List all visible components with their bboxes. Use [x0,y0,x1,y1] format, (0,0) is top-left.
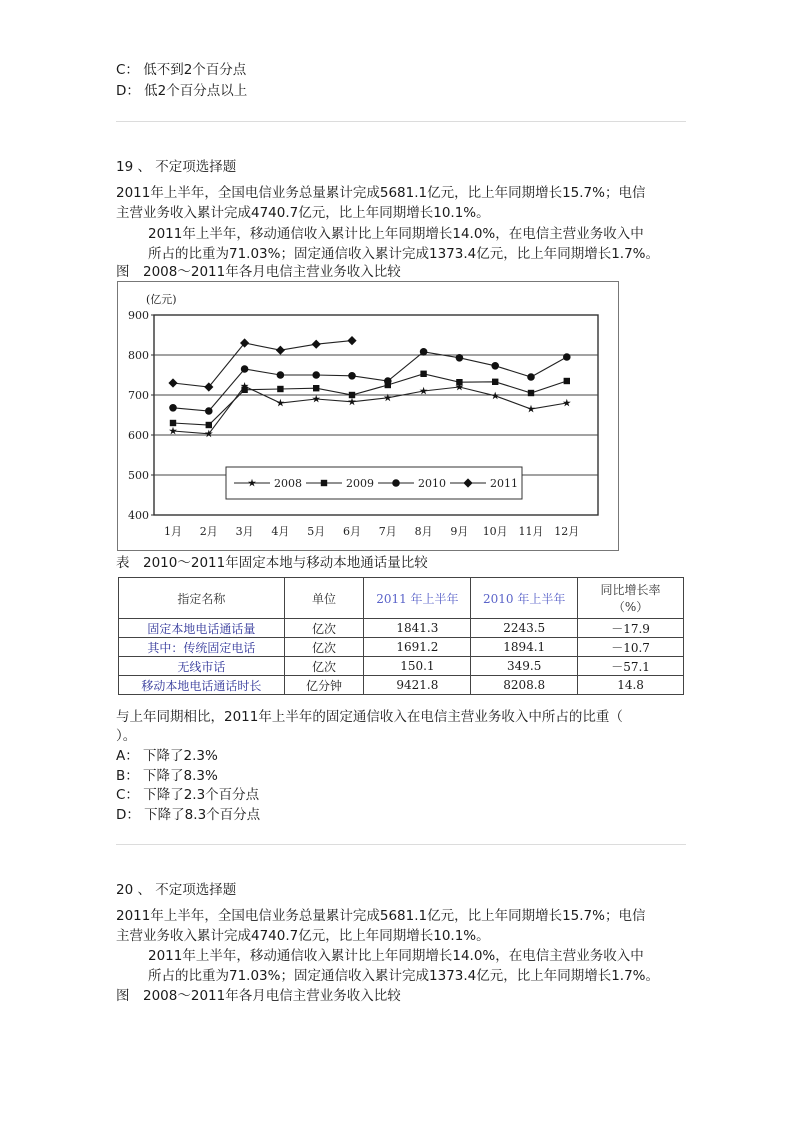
table-cell: 亿分钟 [284,676,364,695]
option-c[interactable]: C： 低不到2个百分点 [116,62,247,78]
series-line-2008 [173,386,567,434]
data-point-2010 [348,372,356,380]
table-cell: 其中：传统固定电话 [119,638,285,657]
table-cell: 1841.3 [364,619,471,638]
data-point-2010 [420,348,428,356]
question-text: ）。 [116,728,137,744]
table-cell: 1894.1 [471,638,578,657]
x-tick-label: 9月 [450,525,469,538]
header-cell: 单位 [284,578,364,619]
header-line: （%） [612,600,649,614]
table-cell: 亿次 [284,619,364,638]
data-point-2009 [313,385,319,391]
header-cell [578,578,684,619]
data-point-2009 [206,422,212,428]
table-cell: 移动本地电话通话时长 [119,676,285,695]
data-point-2010 [312,371,320,379]
data-point-2010 [169,404,177,412]
data-point-2009 [420,371,426,377]
x-tick-label: 12月 [554,525,580,538]
stem-paragraph: 主营业务收入累计完成4740.7亿元，比上年同期增长10.1%。 [116,928,490,944]
data-point-2009 [492,379,498,385]
header-line: 同比增长率 [600,583,661,597]
x-tick-label: 11月 [518,525,544,538]
data-point-2010 [277,371,285,379]
table-row [119,619,684,638]
y-tick-label: 600 [128,429,149,442]
x-tick-label: 6月 [343,525,361,538]
y-axis-label: (亿元) [146,293,177,306]
data-point-2009 [170,420,176,426]
divider [116,844,686,845]
table-cell: 349.5 [471,657,578,676]
data-point-2009 [349,392,355,398]
data-point-2008 [312,395,320,403]
y-tick-label: 400 [128,509,149,522]
y-tick-label: 700 [128,389,149,402]
x-tick-label: 4月 [271,525,290,538]
legend-marker-2009 [321,480,327,486]
data-point-2010 [241,365,249,373]
table-row [119,676,684,695]
table-cell: 14.8 [578,676,684,695]
option-d[interactable]: D： 下降了8.3个百分点 [116,807,261,823]
y-tick-label: 500 [128,469,149,482]
x-tick-label: 7月 [378,525,397,538]
option-c[interactable]: C： 下降了2.3个百分点 [116,787,260,803]
stem-paragraph: 2011年上半年，全国电信业务总量累计完成5681.1亿元，比上年同期增长15.7%；电信 [116,185,646,201]
y-tick-label: 900 [128,309,149,322]
table-cell: 无线市话 [119,657,285,676]
data-point-2009 [528,390,534,396]
data-point-2010 [205,407,213,415]
data-point-2010 [491,362,499,370]
legend-label-2009: 2009 [346,477,374,490]
data-point-2010 [527,373,535,381]
x-tick-label: 2月 [199,525,218,538]
table-cell: 亿次 [284,638,364,657]
data-point-2008 [563,399,571,407]
data-point-2008 [169,427,177,435]
series-line-2011 [173,341,352,387]
legend-marker-2010 [392,479,400,487]
x-tick-label: 8月 [414,525,433,538]
line-chart [117,281,619,551]
table-cell: 9421.8 [364,676,471,695]
option-d[interactable]: D： 低2个百分点以上 [116,83,248,99]
data-point-2010 [456,354,464,362]
legend-label-2008: 2008 [274,477,302,490]
option-b[interactable]: B： 下降了8.3% [116,768,218,784]
line-chart-svg [118,282,618,550]
table-cell: －17.9 [578,619,684,638]
table-row [119,657,684,676]
data-point-2011 [168,378,177,387]
comparison-table [118,577,684,695]
x-tick-label: 5月 [307,525,326,538]
data-point-2009 [456,379,462,385]
data-point-2010 [384,377,392,385]
table-cell: 150.1 [364,657,471,676]
data-point-2009 [564,378,570,384]
stem-paragraph: 所占的比重为71.03%；固定通信收入累计完成1373.4亿元，比上年同期增长1.7%。 [148,246,660,262]
table-cell: －10.7 [578,638,684,657]
table-cell: 8208.8 [471,676,578,695]
x-tick-label: 1月 [164,525,182,538]
stem-paragraph: 所占的比重为71.03%；固定通信收入累计完成1373.4亿元，比上年同期增长1.7%。 [148,968,660,984]
stem-paragraph: 2011年上半年，全国电信业务总量累计完成5681.1亿元，比上年同期增长15.7%；电信 [116,908,646,924]
divider [116,121,686,122]
x-tick-label: 3月 [235,525,254,538]
table-row [119,638,684,657]
data-point-2011 [276,346,285,355]
data-point-2011 [312,340,321,349]
table-header-row [119,578,684,619]
table-cell: 亿次 [284,657,364,676]
stem-paragraph: 主营业务收入累计完成4740.7亿元，比上年同期增长10.1%。 [116,205,490,221]
figure-caption: 图 2008～2011年各月电信主营业务收入比较 [116,264,401,280]
table-cell: －57.1 [578,657,684,676]
option-a[interactable]: A： 下降了2.3% [116,748,218,764]
data-point-2011 [347,336,356,345]
legend-label-2010: 2010 [418,477,446,490]
legend-label-2011: 2011 [490,477,518,490]
x-tick-label: 10月 [482,525,508,538]
question-header: 20 、 不定项选择题 [116,882,237,898]
question-header: 19 、 不定项选择题 [116,159,237,175]
stem-paragraph: 2011年上半年，移动通信收入累计比上年同期增长14.0%，在电信主营业务收入中 [148,226,644,242]
header-cell: 指定名称 [119,578,285,619]
table-caption: 表 2010～2011年固定本地与移动本地通话量比较 [116,555,428,571]
table-cell: 固定本地电话通话量 [119,619,285,638]
stem-paragraph: 2011年上半年，移动通信收入累计比上年同期增长14.0%，在电信主营业务收入中 [148,948,644,964]
figure-caption: 图 2008～2011年各月电信主营业务收入比较 [116,988,401,1004]
table-cell: 2243.5 [471,619,578,638]
header-cell: 2010 年上半年 [471,578,578,619]
data-point-2009 [277,386,283,392]
y-tick-label: 800 [128,349,149,362]
data-point-2009 [241,387,247,393]
data-point-2010 [563,353,571,361]
question-text: 与上年同期相比，2011年上半年的固定通信收入在电信主营业务收入中所占的比重（ [116,709,623,725]
header-cell: 2011 年上半年 [364,578,471,619]
table-cell: 1691.2 [364,638,471,657]
